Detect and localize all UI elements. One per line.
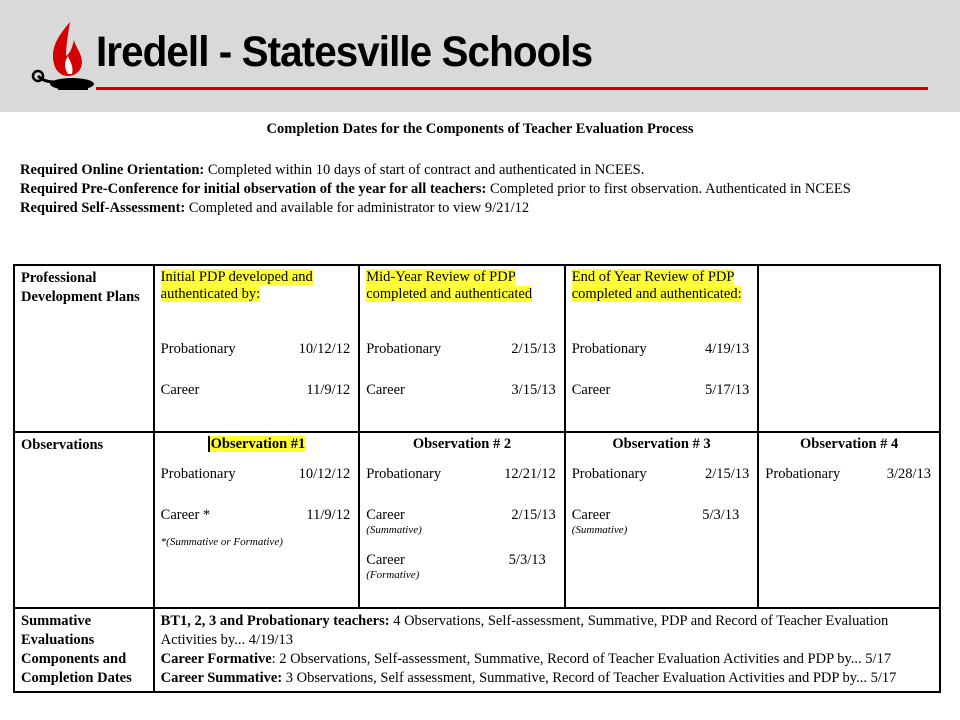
pdp-midyear-heading: Mid-Year Review of PDP completed and authenticated — [366, 269, 533, 302]
career-formative-note: (Formative) — [366, 569, 420, 581]
probationary-label: Probationary — [765, 466, 841, 482]
summative-line-label: Career Summative: — [160, 670, 283, 686]
brand-title: Iredell - Statesville Schools — [96, 28, 593, 76]
document-title: Completion Dates for the Components of Teacher Evaluation Process — [266, 121, 694, 137]
pdp-label: Professional Development Plans — [21, 270, 140, 305]
probationary-date: 10/12/12 — [298, 466, 351, 482]
career-label: Career — [366, 552, 405, 568]
career-label: Career — [571, 507, 611, 523]
summative-line-label: BT1, 2, 3 and Probationary teachers: — [160, 613, 390, 629]
requirement-self-assessment — [20, 199, 900, 218]
lamp-flame-icon — [28, 18, 98, 98]
summative-line-probationary — [161, 612, 933, 650]
pdp-endyear-cell — [565, 265, 759, 432]
summative-line-text: : 2 Observations, Self-assessment, Summative, Record of Teacher Evaluation Activities and PDP by... 5/17 — [271, 651, 892, 667]
pdp-initial-cell — [154, 265, 360, 432]
career-label: Career — [366, 507, 405, 523]
career-date: 2/15/13 — [511, 507, 556, 523]
summative-row — [14, 608, 940, 692]
pdp-initial-heading: Initial PDP developed and authenticated by: — [160, 269, 313, 302]
summative-line-label: Career Formative — [160, 651, 272, 667]
requirement-label: Required Online Orientation: — [20, 162, 205, 178]
probationary-date: 3/28/13 — [886, 466, 931, 482]
summative-line-career-summative — [161, 669, 933, 688]
probationary-date: 10/12/12 — [298, 341, 351, 357]
observation-4-cell — [758, 432, 940, 608]
summative-label-cell — [14, 608, 154, 692]
observations-label-cell — [14, 432, 154, 608]
pdp-label-cell — [14, 265, 154, 432]
requirement-orientation — [20, 161, 900, 180]
probationary-label: Probationary — [160, 466, 236, 482]
requirement-text: Completed within 10 days of start of contract and authenticated in NCEES. — [204, 162, 645, 178]
career-date: 11/9/12 — [306, 382, 351, 398]
probationary-label: Probationary — [571, 466, 647, 482]
observation-1-heading: Observation #1 — [208, 436, 306, 452]
pdp-row — [14, 265, 940, 432]
summative-details-cell — [154, 608, 940, 692]
observation-1-note: *(Summative or Formative) — [160, 536, 283, 548]
summative-line-text: 4 Observations, Self-assessment, Summative, PDP and Record of Teacher Evaluation Activities by... 4/19/13 — [160, 613, 889, 648]
header-band — [0, 0, 960, 112]
observations-row — [14, 432, 940, 608]
summative-line-career-formative — [161, 650, 933, 669]
pdp-midyear-cell — [359, 265, 565, 432]
pdp-endyear-heading: End of Year Review of PDP completed and authenticated: — [571, 269, 742, 302]
requirements-block — [20, 161, 900, 218]
pdp-empty-cell — [758, 265, 940, 432]
career-date: 11/9/12 — [306, 507, 351, 523]
observation-2-cell — [359, 432, 565, 608]
evaluation-table — [13, 264, 941, 693]
career-label: Career * — [160, 507, 211, 523]
career-date: 3/15/13 — [511, 382, 556, 398]
observation-3-heading: Observation # 3 — [612, 436, 711, 452]
career-date: 5/3/13 — [702, 507, 740, 523]
probationary-label: Probationary — [160, 341, 236, 357]
career-summative-note: (Summative) — [571, 524, 628, 536]
requirement-label: Required Self-Assessment: — [20, 200, 186, 216]
probationary-date: 4/19/13 — [704, 341, 750, 357]
requirement-text: Completed prior to first observation. Authenticated in NCEES — [486, 181, 851, 197]
observations-label: Observations — [21, 437, 104, 453]
observation-1-cell — [154, 432, 360, 608]
career-date: 5/3/13 — [508, 552, 546, 568]
observation-3-cell — [565, 432, 759, 608]
probationary-date: 2/15/13 — [511, 341, 556, 357]
career-label: Career — [571, 382, 611, 398]
probationary-label: Probationary — [366, 341, 442, 357]
observation-2-heading: Observation # 2 — [412, 436, 512, 452]
career-label: Career — [366, 382, 405, 398]
probationary-label: Probationary — [366, 466, 442, 482]
probationary-date: 2/15/13 — [704, 466, 750, 482]
requirement-pre-conference — [20, 180, 900, 199]
career-date: 5/17/13 — [704, 382, 750, 398]
observation-4-heading: Observation # 4 — [800, 436, 899, 452]
probationary-label: Probationary — [571, 341, 647, 357]
brand-underline — [96, 87, 928, 90]
career-summative-note: (Summative) — [366, 524, 422, 536]
requirement-label: Required Pre-Conference for initial observation of the year for all teachers: — [20, 181, 487, 197]
summative-line-text: 3 Observations, Self assessment, Summative, Record of Teacher Evaluation Activities and PDP by... 5/17 — [282, 670, 897, 686]
requirement-text: Completed and available for administrator to view 9/21/12 — [185, 200, 530, 216]
probationary-date: 12/21/12 — [504, 466, 556, 482]
summative-label: Summative Evaluations Components and Completion Dates — [21, 613, 132, 686]
career-label: Career — [160, 382, 200, 398]
